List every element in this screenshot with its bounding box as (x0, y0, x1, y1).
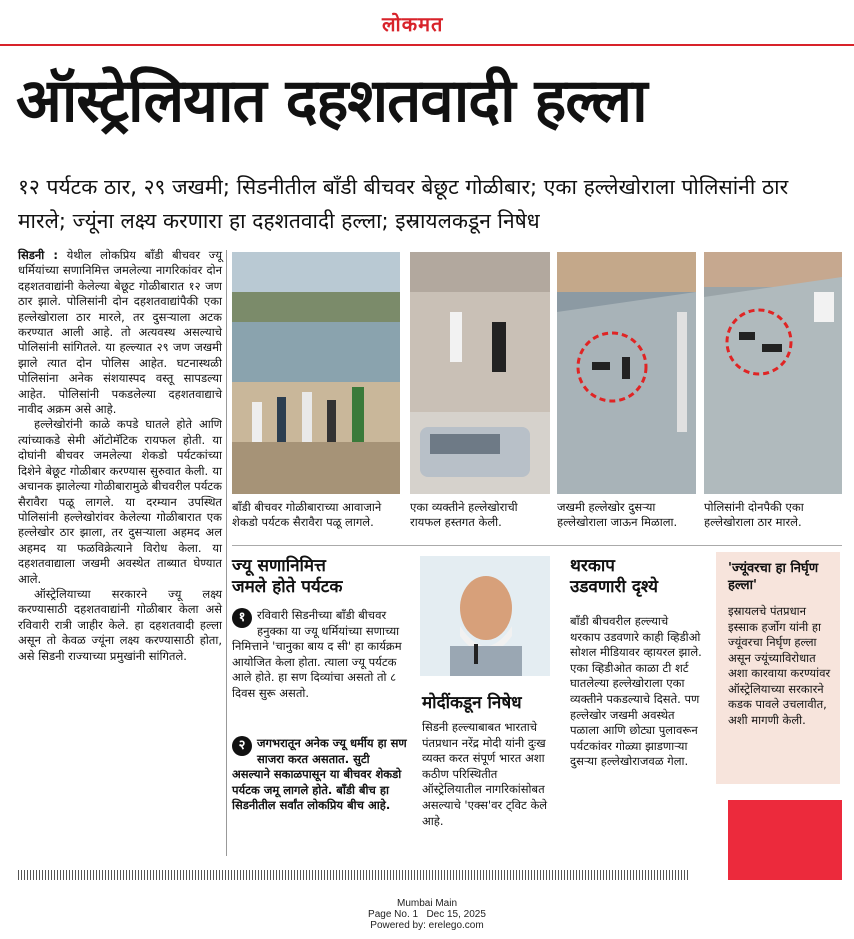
photo-caption-1: बाँडी बीचवर गोळीबाराच्या आवाजाने शेकडो पर्यटक सैरावैरा पळू लागले. (232, 500, 382, 529)
story-paragraph-3: ऑस्ट्रेलियाच्या सरकारने ज्यू लक्ष्य करण्यासाठी दहशतवाद्यांनी गोळीबार केला असे रविवारी रात्री जाहीर केले. हा दहशतवादी हल्ला असून तो केवळ ज्यूंना लक्ष्य करण्यासाठी होता, असे सिडनी राज्याच्या प्रमुखांनी सांगितले. (18, 586, 222, 663)
red-ad-block (728, 800, 842, 880)
festival-section-title: ज्यू सणानिमित्त जमले होते पर्यटक (232, 556, 343, 597)
masthead (0, 0, 854, 44)
story-paragraph-2: हल्लेखोरांनी काळे कपडे घातले होते आणि त्यांच्याकडे सेमी ऑटोमॅटिक रायफल होती. या दोघांनी बीचवर जमलेल्या शेकडो पर्यटकांच्या दिशेने बेछूट गोळीबार करण्यास सुरुवात केली. या अचानक झालेल्या गोळीबारामुळे बीचवरील पर्यटक सैरावैरा पळू लागले. या दरम्यान उपस्थित पोलिसांनी हल्लेखोरांवर केलेल्या गोळीबारात एक हल्लेखोर ठार झाला, तर दुसऱ्याला अहमद अल अहमद या फळविक्रेत्याने विरोध केला. या दहशतवाद्याला जखमी अवस्थेत ताब्यात घेण्यात आले. (18, 417, 222, 586)
festival-point-2: २ जगभरातून अनेक ज्यू धर्मीय हा सण साजरा करत असतात. सुटी असल्याने सकाळपासून या बीचवर शेकडो पर्यटक जमू लागले होते. बाँडी बीच हा सिडनीतील सर्वांत लोकप्रिय बीच आहे. (232, 736, 407, 812)
page-info: Page No. 1 Dec 15, 2025 (368, 909, 486, 920)
beach-crowd-photo (232, 252, 400, 494)
photo-caption-2: एका व्यक्तीने हल्लेखोराची रायफल हस्तगत केली. (410, 500, 518, 529)
masthead-rule (0, 44, 854, 46)
point-number-badge: २ (232, 736, 252, 756)
point-number-badge: १ (232, 608, 252, 628)
edition-name: Mumbai Main (396, 898, 458, 909)
festival-point-1: १ रविवारी सिडनीच्या बाँडी बीचवर हनुक्का या ज्यू धर्मियांच्या सणाच्या निमित्ताने 'चानुका बाय द सी' हा कार्यक्रम आयोजित केला होता. त्याला ज्यू पर्यटक आले होते. हा सण दिव्यांचा असतो तो ८ दिवस सुरू असतो. (232, 608, 402, 700)
bridge-attackers-photo (557, 252, 696, 494)
quote-text: इस्रायलचे पंतप्रधान इस्साक हर्जोग यांनी हा ज्यूंवरचा निर्घृण हल्ला असून ज्यूंच्याविरोधात अशा कारवाया करण्यांवर ऑस्ट्रेलियाच्या सरकारने कडक पावले उचलावीत, अशी मागणी केली. (728, 604, 831, 727)
dateline: सिडनी : (18, 248, 58, 262)
modi-section-text: सिडनी हल्ल्याबाबत भारताचे पंतप्रधान नरेंद्र मोदी यांनी दुःख व्यक्त करत संपूर्ण भारत अशा कठीण परिस्थितीत ऑस्ट्रेलियातील नागरिकांसोबत असल्याचे 'एक्स'वर ट्विट केले आहे. (422, 720, 548, 828)
page-footer (0, 898, 854, 931)
video-section-title: थरकाप उडवणारी दृश्ये (570, 556, 658, 597)
column-divider (226, 250, 227, 856)
powered-by: Powered by: erelego.com (370, 920, 484, 931)
subheadline: १२ पर्यटक ठार, २९ जखमी; सिडनीतील बाँडी बीचवर बेछूट गोळीबार; एका हल्लेखोराला पोलिसांनी ठार मारले; ज्यूंना लक्ष्य करणारा हा दहशतवादी हल्ला; इस्रायलकडून निषेध (18, 175, 789, 233)
story-paragraph-1: सिडनी : येथील लोकप्रिय बाँडी बीचवर ज्यू धर्मियांच्या सणानिमित्त जमलेल्या नागरिकांवर दोन दहशतवाद्यांनी केलेल्या बेछूट गोळीबारात १२ जण ठार झाले. पोलिसांनी दोन दहशतवाद्यांपैकी एका हल्लेखोराला ठार मारले, तर दुसऱ्याला अटक करण्यात आली आहे. तो अत्यवस्थ असल्याचे पोलिसांनी सांगितले. या हल्ल्यात २९ जण जखमी झाले त्यात दोन पोलिस आहेत. घटनास्थळी पोलिसांना अनेक संशयास्पद वस्तू सापडल्या आहेत. पोलिसांनी पकडलेल्या दहशतवाद्याचे नावीद अक्रम असे आहे. (18, 248, 222, 417)
main-story (18, 248, 222, 664)
quote-title: 'ज्यूंवरचा हा निर्घृण हल्ला' (728, 561, 819, 593)
newspaper-logo: लोकमत (382, 12, 444, 36)
video-section-text: बाँडी बीचवरील हल्ल्याचे थरकाप उडवणारे काही व्हिडीओ सोशल मीडियावर व्हायरल झाले. एका व्हिडीओत काळा टी शर्ट घातलेल्या हल्लेखोराला एका व्यक्तीने पकडल्याचे दिसते. पण हल्लेखोर जखमी अवस्थेत पळाला आणि छोट्या पुलावरून पर्यटकांवर गोळ्या झाडणाऱ्या दुसऱ्या हल्लेखोराजवळ गेला. (570, 614, 702, 769)
modi-portrait-photo (420, 556, 550, 676)
photo-caption-3: जखमी हल्लेखोर दुसऱ्या हल्लेखोराला जाऊन मिळाला. (557, 500, 678, 529)
headline: ऑस्ट्रेलियात दहशतवादी हल्ला (16, 66, 647, 136)
police-shot-photo (704, 252, 842, 494)
modi-section-title: मोदींकडून निषेध (422, 693, 522, 713)
bottom-barcode-strip (18, 870, 688, 880)
rifle-grab-photo (410, 252, 550, 494)
section-rule (232, 545, 842, 546)
photo-caption-4: पोलिसांनी दोनपैकी एका हल्लेखोराला ठार मारले. (704, 500, 804, 529)
